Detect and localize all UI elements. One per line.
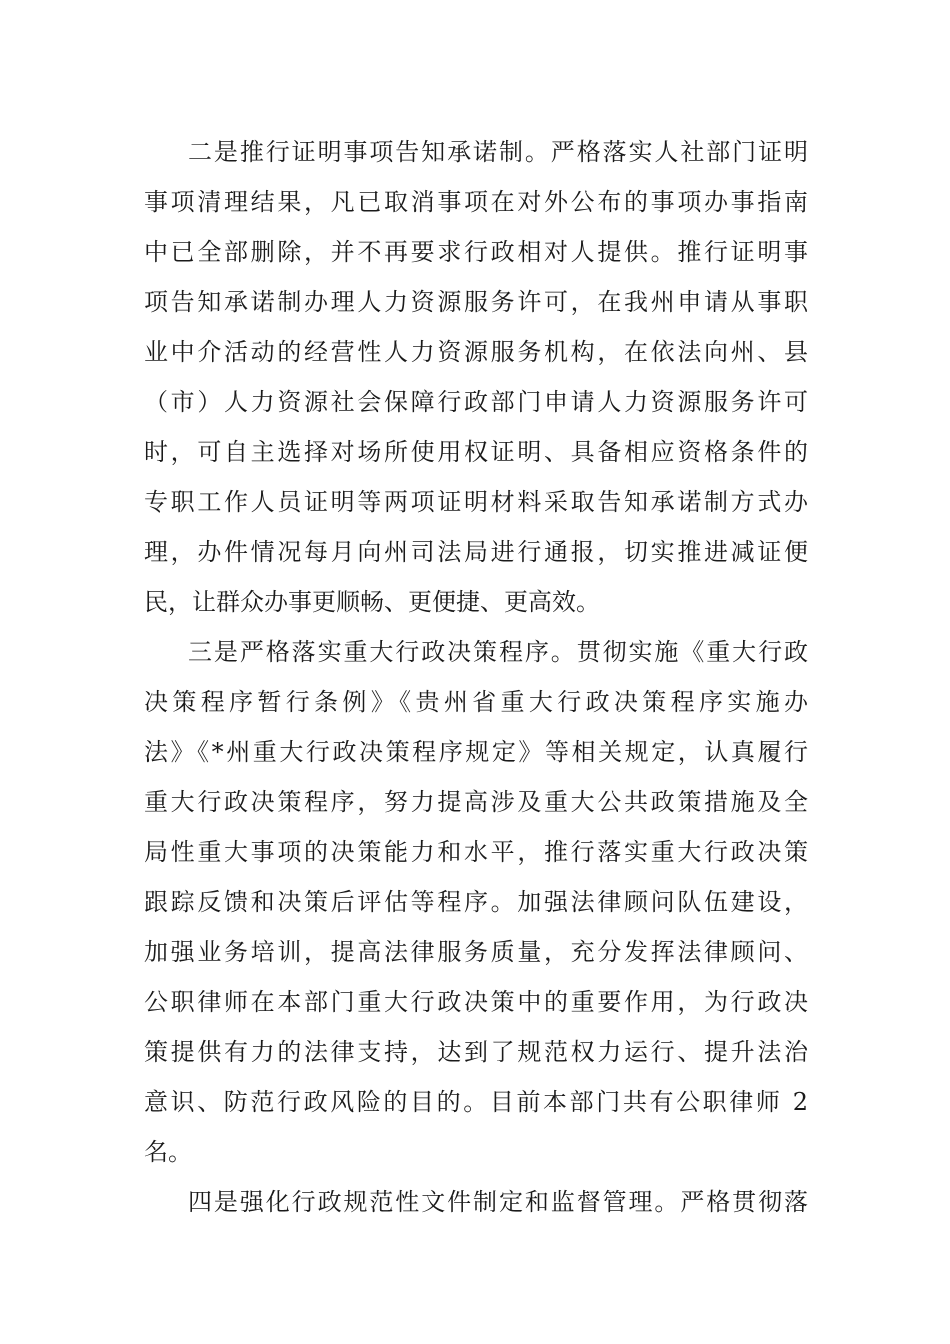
paragraph-2-line-9: 理，办件情况每月向州司法局进行通报，切实推进减证便 xyxy=(144,538,808,566)
paragraph-2-line-4: 项告知承诺制办理人力资源服务许可，在我州申请从事职 xyxy=(144,288,808,316)
paragraph-3-line-9: 策提供有力的法律支持，达到了规范权力运行、提升法治 xyxy=(144,1038,808,1066)
paragraph-3-line-1: 三是严格落实重大行政决策程序。贯彻实施《重大行政 xyxy=(188,638,808,666)
paragraph-3-line-2: 决策程序暂行条例》《贵州省重大行政决策程序实施办 xyxy=(144,688,808,716)
paragraph-3-line-3: 法》《*州重大行政决策程序规定》等相关规定，认真履行 xyxy=(144,738,808,766)
paragraph-3-line-10: 意识、防范行政风险的目的。目前本部门共有公职律师 2 xyxy=(144,1088,808,1116)
paragraph-2-line-10: 民，让群众办事更顺畅、更便捷、更高效。 xyxy=(144,588,600,616)
paragraph-2-line-6: （市）人力资源社会保障行政部门申请人力资源服务许可 xyxy=(144,388,808,416)
paragraph-3-line-8: 公职律师在本部门重大行政决策中的重要作用，为行政决 xyxy=(144,988,808,1016)
paragraph-3-line-6: 跟踪反馈和决策后评估等程序。加强法律顾问队伍建设， xyxy=(144,888,808,916)
paragraph-2-line-5: 业中介活动的经营性人力资源服务机构，在依法向州、县 xyxy=(144,338,808,366)
paragraph-3-line-11: 名。 xyxy=(144,1138,192,1166)
paragraph-2-line-7: 时，可自主选择对场所使用权证明、具备相应资格条件的 xyxy=(144,438,808,466)
paragraph-2-line-2: 事项清理结果，凡已取消事项在对外公布的事项办事指南 xyxy=(144,188,808,216)
paragraph-3-line-5: 局性重大事项的决策能力和水平，推行落实重大行政决策 xyxy=(144,838,808,866)
paragraph-2-line-1: 二是推行证明事项告知承诺制。严格落实人社部门证明 xyxy=(188,138,808,166)
paragraph-2-line-8: 专职工作人员证明等两项证明材料采取告知承诺制方式办 xyxy=(144,488,808,516)
paragraph-2-line-3: 中已全部删除，并不再要求行政相对人提供。推行证明事 xyxy=(144,238,808,266)
paragraph-4-line-1: 四是强化行政规范性文件制定和监督管理。严格贯彻落 xyxy=(188,1188,808,1216)
paragraph-3-line-4: 重大行政决策程序，努力提高涉及重大公共政策措施及全 xyxy=(144,788,808,816)
paragraph-3-line-7: 加强业务培训，提高法律服务质量，充分发挥法律顾问、 xyxy=(144,938,808,966)
